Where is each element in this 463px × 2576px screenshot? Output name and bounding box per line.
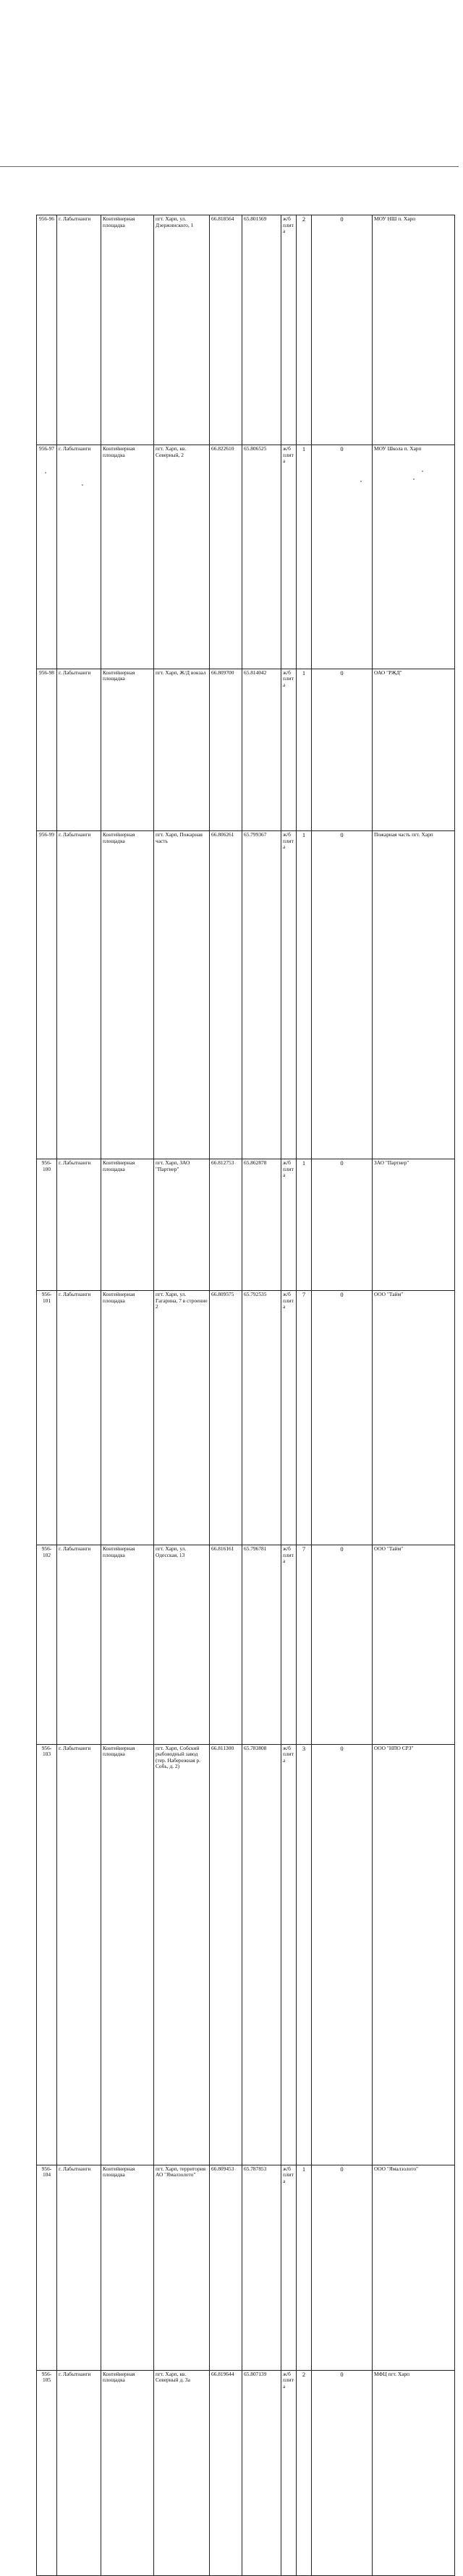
surface-cell: ж/б плита xyxy=(281,1159,297,1291)
scan-speck xyxy=(82,484,83,486)
address-cell: пгт. Харп, ул. Гагарина, 7 в строение 2 xyxy=(154,1291,210,1545)
owner-cell: Пожарная часть пгт. Харп xyxy=(373,831,455,1159)
container-count-cell: 7 xyxy=(297,1291,312,1545)
table-row xyxy=(37,831,455,1159)
surface-cell: ж/б плита xyxy=(281,669,297,830)
row-number: 956-103 xyxy=(37,1744,57,2165)
site-type-cell: Контейнерная площадка xyxy=(101,669,154,830)
row-number: 956-100 xyxy=(37,1159,57,1291)
volume-cell: 0 xyxy=(312,215,373,445)
address-cell: пгт. Харп, Собский рыбоводный завод (тер. Набережная р. Собь, д. 2) xyxy=(154,1744,210,2165)
site-type-cell: Контейнерная площадка xyxy=(101,2165,154,2370)
row-number: 956-101 xyxy=(37,1291,57,1545)
site-type-cell: Контейнерная площадка xyxy=(101,1291,154,1545)
container-count-cell: 3 xyxy=(297,1744,312,2165)
surface-cell: ж/б плита xyxy=(281,1545,297,1745)
volume-cell: 0 xyxy=(312,1744,373,2165)
latitude-cell: 66.816161 xyxy=(210,1545,242,1745)
surface-cell: ж/б плита xyxy=(281,445,297,669)
city-cell: г. Лабытнанги xyxy=(57,445,101,669)
city-cell: г. Лабытнанги xyxy=(57,2370,101,2575)
surface-cell: ж/б плита xyxy=(281,2370,297,2575)
container-count-cell: 1 xyxy=(297,669,312,830)
owner-cell: ООО "Тайм" xyxy=(373,1291,455,1545)
table-row xyxy=(37,669,455,830)
longitude-cell: 65.783808 xyxy=(242,1744,281,2165)
address-cell: пгт. Харп, ЗАО "Партнер" xyxy=(154,1159,210,1291)
surface-cell: ж/б плита xyxy=(281,1291,297,1545)
city-cell: г. Лабытнанги xyxy=(57,1291,101,1545)
table-row xyxy=(37,2165,455,2370)
site-type-cell: Контейнерная площадка xyxy=(101,215,154,445)
longitude-cell: 65.796781 xyxy=(242,1545,281,1745)
row-number: 956-102 xyxy=(37,1545,57,1745)
site-type-cell: Контейнерная площадка xyxy=(101,831,154,1159)
container-count-cell: 1 xyxy=(297,1159,312,1291)
table-row xyxy=(37,1744,455,2165)
address-cell: пгт. Харп, кв. Северный д. 3а xyxy=(154,2370,210,2575)
longitude-cell: 65.799367 xyxy=(242,831,281,1159)
site-type-cell: Контейнерная площадка xyxy=(101,2370,154,2575)
longitude-cell: 65.807139 xyxy=(242,2370,281,2575)
site-type-cell: Контейнерная площадка xyxy=(101,1159,154,1291)
latitude-cell: 66.806261 xyxy=(210,831,242,1159)
container-count-cell: 1 xyxy=(297,2165,312,2370)
address-cell: пгт. Харп, Пожарная часть xyxy=(154,831,210,1159)
latitude-cell: 66.811300 xyxy=(210,1744,242,2165)
container-sites-table xyxy=(36,215,455,2576)
city-cell: г. Лабытнанги xyxy=(57,1744,101,2165)
volume-cell: 0 xyxy=(312,1159,373,1291)
city-cell: г. Лабытнанги xyxy=(57,2165,101,2370)
volume-cell: 0 xyxy=(312,669,373,830)
city-cell: г. Лабытнанги xyxy=(57,669,101,830)
row-number: 956-97 xyxy=(37,445,57,669)
row-number: 956-99 xyxy=(37,831,57,1159)
owner-cell: ЗАО "Партнер" xyxy=(373,1159,455,1291)
site-type-cell: Контейнерная площадка xyxy=(101,1545,154,1745)
surface-cell: ж/б плита xyxy=(281,831,297,1159)
container-count-cell: 2 xyxy=(297,215,312,445)
table-row xyxy=(37,1159,455,1291)
owner-cell: ОАО "РЖД" xyxy=(373,669,455,830)
volume-cell: 0 xyxy=(312,2370,373,2575)
owner-cell: МФЦ пгт. Харп xyxy=(373,2370,455,2575)
latitude-cell: 66.809453 xyxy=(210,2165,242,2370)
city-cell: г. Лабытнанги xyxy=(57,1159,101,1291)
surface-cell: ж/б плита xyxy=(281,2165,297,2370)
container-count-cell: 7 xyxy=(297,1545,312,1745)
city-cell: г. Лабытнанги xyxy=(57,1545,101,1745)
scan-speck xyxy=(422,471,423,472)
table-row xyxy=(37,445,455,669)
address-cell: пгт. Харп, Ж/Д вокзал xyxy=(154,669,210,830)
table-row xyxy=(37,1291,455,1545)
latitude-cell: 66.818564 xyxy=(210,215,242,445)
scan-speck xyxy=(360,481,362,482)
longitude-cell: 65.814042 xyxy=(242,669,281,830)
latitude-cell: 66.819644 xyxy=(210,2370,242,2575)
table-row xyxy=(37,1545,455,1745)
volume-cell: 0 xyxy=(312,2165,373,2370)
owner-cell: МОУ НШ п. Харп xyxy=(373,215,455,445)
longitude-cell: 65.787853 xyxy=(242,2165,281,2370)
container-count-cell: 2 xyxy=(297,2370,312,2575)
owner-cell: ООО "Тайм" xyxy=(373,1545,455,1745)
scan-speck xyxy=(413,478,415,480)
address-cell: пгт. Харп, ул. Дзержинского, 1 xyxy=(154,215,210,445)
owner-cell: МОУ Школа п. Харп xyxy=(373,445,455,669)
row-number: 956-98 xyxy=(37,669,57,830)
latitude-cell: 66.812753 xyxy=(210,1159,242,1291)
site-type-cell: Контейнерная площадка xyxy=(101,445,154,669)
longitude-cell: 65.801569 xyxy=(242,215,281,445)
table-row xyxy=(37,215,455,445)
longitude-cell: 65.806525 xyxy=(242,445,281,669)
table-row xyxy=(37,2370,455,2575)
city-cell: г. Лабытнанги xyxy=(57,831,101,1159)
latitude-cell: 66.822610 xyxy=(210,445,242,669)
latitude-cell: 66.809700 xyxy=(210,669,242,830)
city-cell: г. Лабытнанги xyxy=(57,215,101,445)
volume-cell: 0 xyxy=(312,1291,373,1545)
volume-cell: 0 xyxy=(312,445,373,669)
site-type-cell: Контейнерная площадка xyxy=(101,1744,154,2165)
longitude-cell: 65.862878 xyxy=(242,1159,281,1291)
address-cell: пгт. Харп, кв. Северный, 2 xyxy=(154,445,210,669)
address-cell: пгт. Харп, территория АО "Ямалзолото" xyxy=(154,2165,210,2370)
row-number: 956-96 xyxy=(37,215,57,445)
longitude-cell: 65.792535 xyxy=(242,1291,281,1545)
volume-cell: 0 xyxy=(312,1545,373,1745)
owner-cell: ООО "НПО СРЗ" xyxy=(373,1744,455,2165)
surface-cell: ж/б плита xyxy=(281,215,297,445)
row-number: 956-104 xyxy=(37,2165,57,2370)
container-count-cell: 1 xyxy=(297,445,312,669)
scan-speck xyxy=(45,472,46,473)
surface-cell: ж/б плита xyxy=(281,1744,297,2165)
address-cell: пгт. Харп, ул. Одесская, 13 xyxy=(154,1545,210,1745)
container-count-cell: 1 xyxy=(297,831,312,1159)
owner-cell: ООО "Ямалзолото" xyxy=(373,2165,455,2370)
scan-border-line xyxy=(0,166,459,167)
latitude-cell: 66.809575 xyxy=(210,1291,242,1545)
row-number: 956-105 xyxy=(37,2370,57,2575)
volume-cell: 0 xyxy=(312,831,373,1159)
